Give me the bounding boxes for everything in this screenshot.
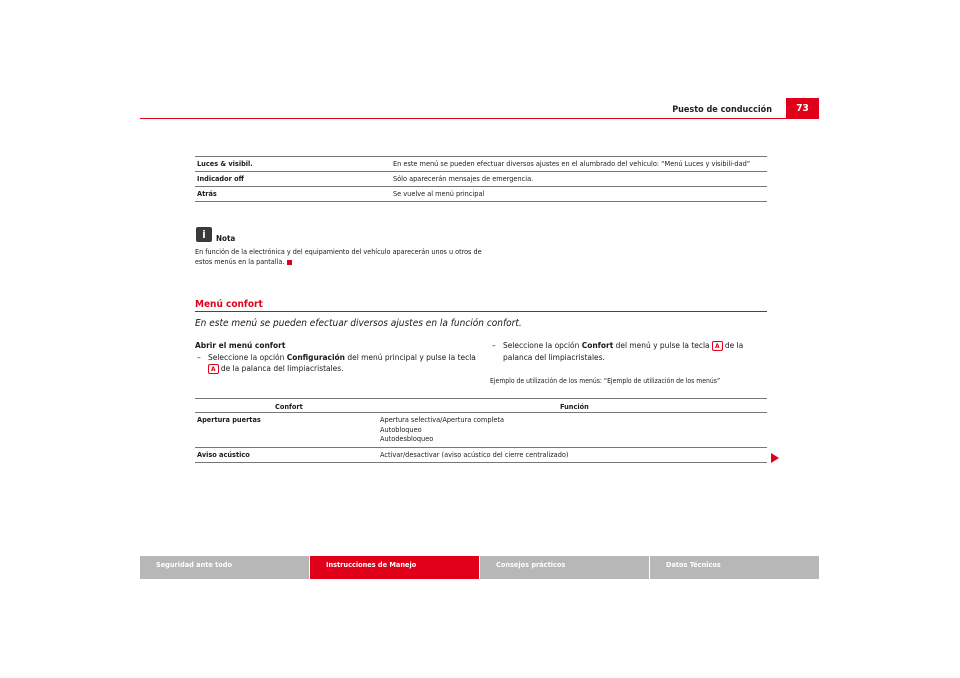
function-line: Activar/desactivar (aviso acústico del cierre centralizado) <box>380 449 569 459</box>
step-option: Confort <box>581 340 614 350</box>
key-a-icon: A <box>208 364 219 374</box>
step-text: Seleccione la opción <box>208 351 287 362</box>
column-header: Función <box>560 402 589 411</box>
row-description: Se vuelve al menú principal <box>393 189 485 198</box>
tab-label: Instrucciones de Manejo <box>326 560 417 569</box>
tab-instrucciones[interactable] <box>310 556 479 579</box>
column-header: Confort <box>275 402 303 411</box>
section-rule <box>195 311 767 312</box>
note-title: Nota <box>216 234 236 243</box>
tab-seguridad[interactable] <box>140 556 309 579</box>
row-label: Apertura puertas <box>197 415 261 424</box>
function-line: Autodesbloqueo <box>380 434 434 443</box>
dash-marker: – <box>197 351 201 362</box>
menu-options-table <box>195 156 767 202</box>
function-line: Apertura selectiva/Apertura completa <box>380 415 504 424</box>
right-column <box>490 340 770 363</box>
row-description <box>380 448 767 463</box>
step-text: del menú y pulse la tecla <box>613 340 712 350</box>
function-line: Autobloqueo <box>380 424 422 434</box>
example-reference: Ejemplo de utilización de los menús: “Ejemplo de utilización de los menús” <box>490 377 721 385</box>
tab-label: Consejos prácticos <box>496 560 566 569</box>
note-text: En función de la electrónica y del equipamiento del vehículo aparecerán unos u otros de estos menús en la pantalla. <box>195 247 482 266</box>
procedure-step <box>195 352 480 375</box>
step-text: Seleccione la opción <box>503 340 582 350</box>
tab-datos[interactable] <box>650 556 819 579</box>
row-label: Luces & visibil. <box>197 159 253 168</box>
end-mark-icon <box>287 260 292 265</box>
procedure-heading: Abrir el menú confort <box>195 340 286 350</box>
row-description <box>380 413 767 447</box>
table-row <box>195 172 767 187</box>
tab-label: Seguridad ante todo <box>156 560 232 569</box>
page-title: Puesto de conducción <box>672 105 772 115</box>
step-text: de la palanca del limpiacristales. <box>503 340 744 362</box>
tab-consejos[interactable] <box>480 556 649 579</box>
table-row <box>195 413 767 448</box>
header-rule <box>140 118 819 119</box>
row-label: Atrás <box>197 189 217 198</box>
table-row <box>195 187 767 202</box>
section-subtitle: En este menú se pueden efectuar diversos ajustes en la función confort. <box>195 318 522 329</box>
info-icon: i <box>196 227 212 242</box>
step-text: del menú principal y pulse la tecla <box>344 351 476 362</box>
tab-label: Datos Técnicos <box>666 560 721 569</box>
table-header <box>195 399 767 413</box>
step-option: Configuración <box>286 351 345 362</box>
row-description: Sólo aparecerán mensajes de emergencia. <box>393 174 534 183</box>
section-title: Menú confort <box>195 299 263 310</box>
row-label: Indicador off <box>197 174 244 183</box>
row-description: En este menú se pueden efectuar diversos ajustes en el alumbrado del vehículo: “Menú Luces y visibili-dad” <box>393 159 751 168</box>
left-column <box>195 340 480 375</box>
table-row <box>195 157 767 172</box>
row-label: Aviso acústico <box>197 449 250 459</box>
table-row <box>195 448 767 464</box>
page-number: 73 <box>786 98 819 118</box>
procedure-step <box>490 340 770 363</box>
confort-table <box>195 398 767 463</box>
step-text: de la palanca del limpiacristales. <box>218 363 344 373</box>
key-a-icon: A <box>712 341 723 351</box>
dash-marker: – <box>492 340 496 350</box>
note-body <box>195 247 495 267</box>
continue-arrow-icon[interactable] <box>771 453 779 463</box>
